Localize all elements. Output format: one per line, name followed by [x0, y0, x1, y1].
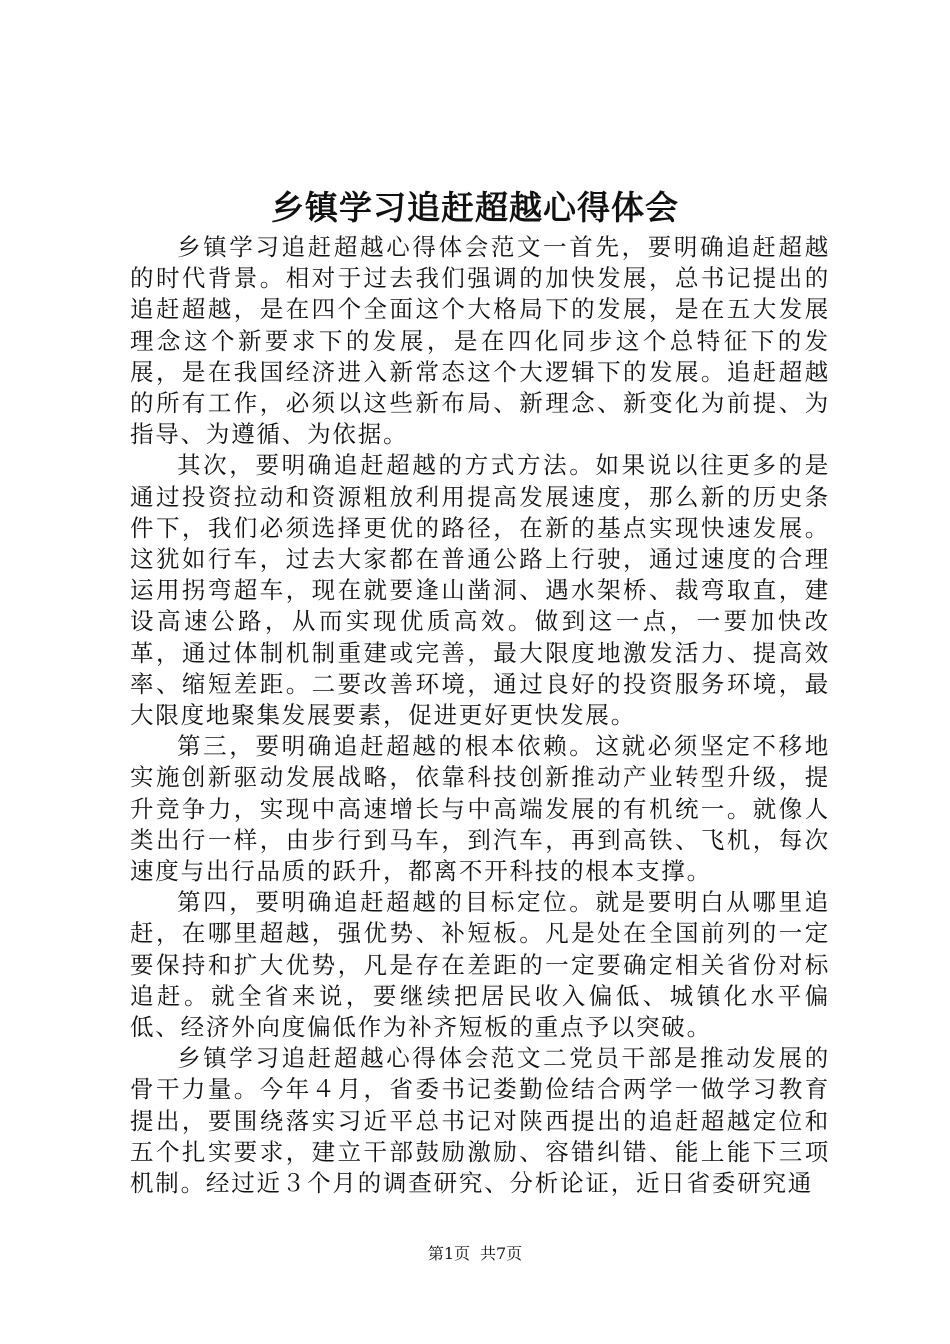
paragraph: 第三，要明确追赶超越的根本依赖。这就必须坚定不移地实施创新驱动发展战略，依靠科技创新推动产业转型升级，提升竞争力，实现中高速增长与中高端发展的有机统一。就像人类出行一样，由步行到马车，到汽车，再到高铁、飞机，每次速度与出行品质的跃升，都离不开科技的根本支撑。 [130, 732, 830, 886]
page-number: 第1页 [427, 1244, 470, 1263]
paragraph: 乡镇学习追赶超越心得体会范文一首先，要明确追赶超越的时代背景。相对于过去我们强调的加快发展，总书记提出的追赶超越，是在四个全面这个大格局下的发展，是在五大发展理念这个新要求下的发展，是在四化同步这个总特征下的发展，是在我国经济进入新常态这个大逻辑下的发展。追赶超越的所有工作，必须以这些新布局、新理念、新变化为前提、为指导、为遵循、为依据。 [130, 233, 830, 449]
page-footer [0, 1243, 950, 1265]
document-title: 乡镇学习追赶超越心得体会 [271, 188, 679, 227]
paragraph: 乡镇学习追赶超越心得体会范文二党员干部是推动发展的骨干力量。今年４月，省委书记娄勤俭结合两学一做学习教育提出，要围绕落实习近平总书记对陕西提出的追赶超越定位和五个扎实要求，建立干部鼓励激励、容错纠错、能上能下三项机制。经过近３个月的调查研究、分析论证，近日省委研究通 [130, 1044, 830, 1198]
paragraph: 第四，要明确追赶超越的目标定位。就是要明白从哪里追赶，在哪里超越，强优势、补短板。凡是处在全国前列的一定要保持和扩大优势，凡是存在差距的一定要确定相关省份对标追赶。就全省来说，要继续把居民收入偏低、城镇化水平偏低、经济外向度偏低作为补齐短板的重点予以突破。 [130, 888, 830, 1042]
page-total: 共7页 [480, 1244, 523, 1263]
paragraph: 其次，要明确追赶超越的方式方法。如果说以往更多的是通过投资拉动和资源粗放利用提高发展速度，那么新的历史条件下，我们必须选择更优的路径，在新的基点实现快速发展。这犹如行车，过去大家都在普通公路上行驶，通过速度的合理运用拐弯超车，现在就要逢山凿洞、遇水架桥、裁弯取直，建设高速公路，从而实现优质高效。做到这一点，一要加快改革，通过体制机制重建或完善，最大限度地激发活力、提高效率、缩短差距。二要改善环境，通过良好的投资服务环境，最大限度地聚集发展要素，促进更好更快发展。 [130, 451, 830, 730]
document-body [130, 232, 830, 1199]
